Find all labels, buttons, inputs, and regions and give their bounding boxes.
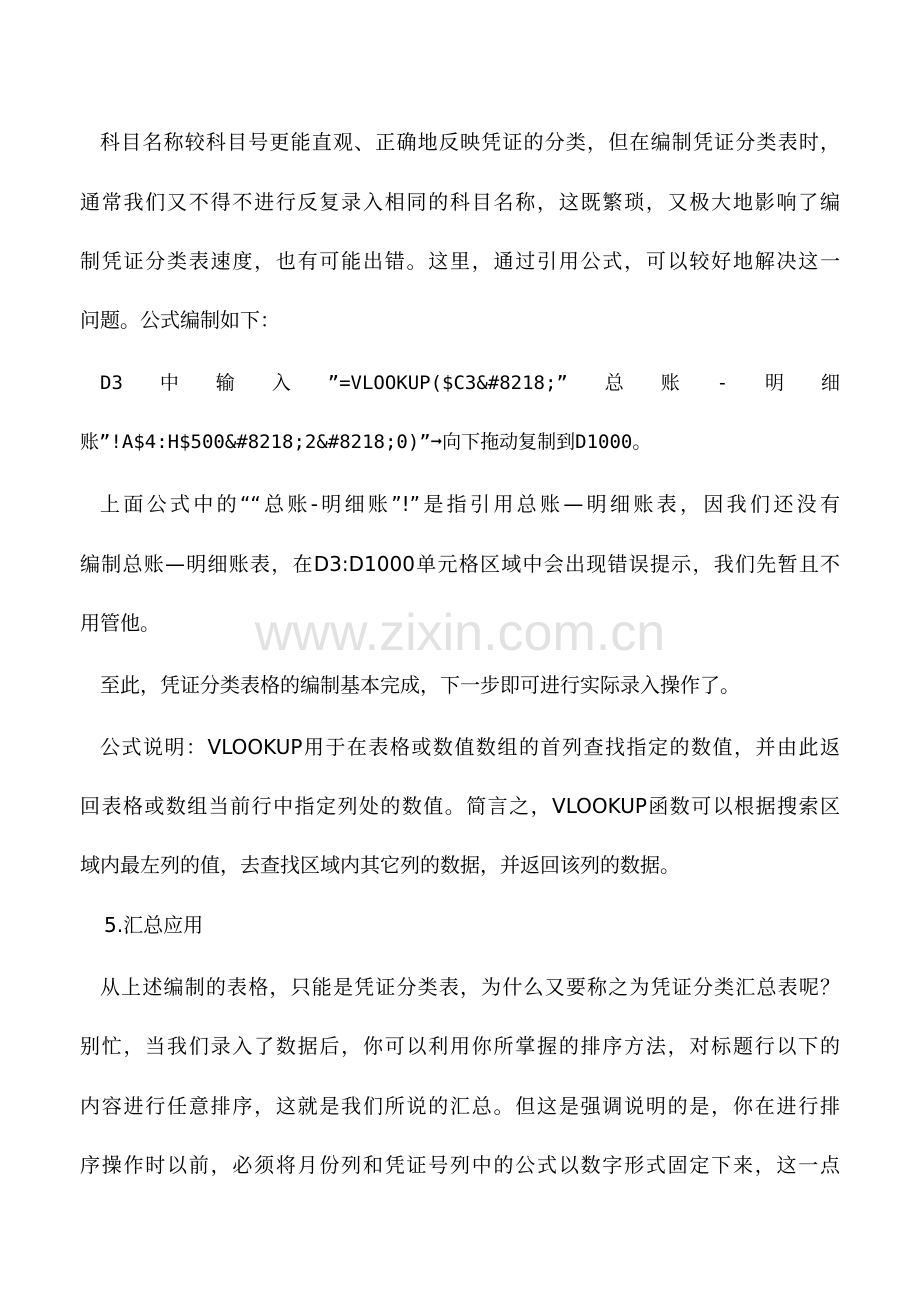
text-line: 问题。公式编制如下： xyxy=(80,308,280,332)
text-line: 公式说明：VLOOKUP用于在表格或数值数组的首列查找指定的数值，并由此返 xyxy=(100,735,840,759)
text-line: 别忙，当我们录入了数据后，你可以利用你所掌握的排序方法，对标题行以下的 xyxy=(80,1034,840,1058)
text-line: 从上述编制的表格，只能是凭证分类表，为什么又要称之为凭证分类汇总表呢？ xyxy=(100,975,840,999)
text-line: 内容进行任意排序，这就是我们所说的汇总。但这是强调说明的是，你在进行排 xyxy=(80,1094,840,1118)
watermark: www.zixin.com.cn xyxy=(254,604,666,662)
text-line: 用管他。 xyxy=(80,611,160,635)
text-line: 上面公式中的““总账-明细账”!”是指引用总账—明细账表，因我们还没有 xyxy=(100,492,840,516)
text-line: 序操作时以前，必须将月份列和凭证号列中的公式以数字形式固定下来，这一点 xyxy=(80,1153,840,1177)
section-heading: 5.汇总应用 xyxy=(104,913,204,937)
text-line: 科目名称较科目号更能直观、正确地反映凭证的分类，但在编制凭证分类表时， xyxy=(100,130,840,154)
text-line: 账”!A$4:H$500&#8218;2&#8218;0)”➞向下拖动复制到D1000。 xyxy=(80,431,652,453)
text-line: 至此，凭证分类表格的编制基本完成，下一步即可进行实际录入操作了。 xyxy=(100,673,740,697)
text-line: 回表格或数组当前行中指定列处的数值。简言之，VLOOKUP函数可以根据搜索区 xyxy=(80,794,840,818)
text-line: 制凭证分类表速度，也有可能出错。这里，通过引用公式，可以较好地解决这一 xyxy=(80,249,840,273)
text-line: 编制总账—明细账表，在D3:D1000单元格区域中会出现错误提示，我们先暂且不 xyxy=(80,552,840,576)
text-line: D3 中 输 入 ”=VLOOKUP($C3&#8218;” 总 账 - 明 细 xyxy=(100,372,840,394)
text-line: 通常我们又不得不进行反复录入相同的科目名称，这既繁琐，又极大地影响了编 xyxy=(80,190,840,214)
text-line: 域内最左列的值，去查找区域内其它列的数据，并返回该列的数据。 xyxy=(80,853,680,877)
